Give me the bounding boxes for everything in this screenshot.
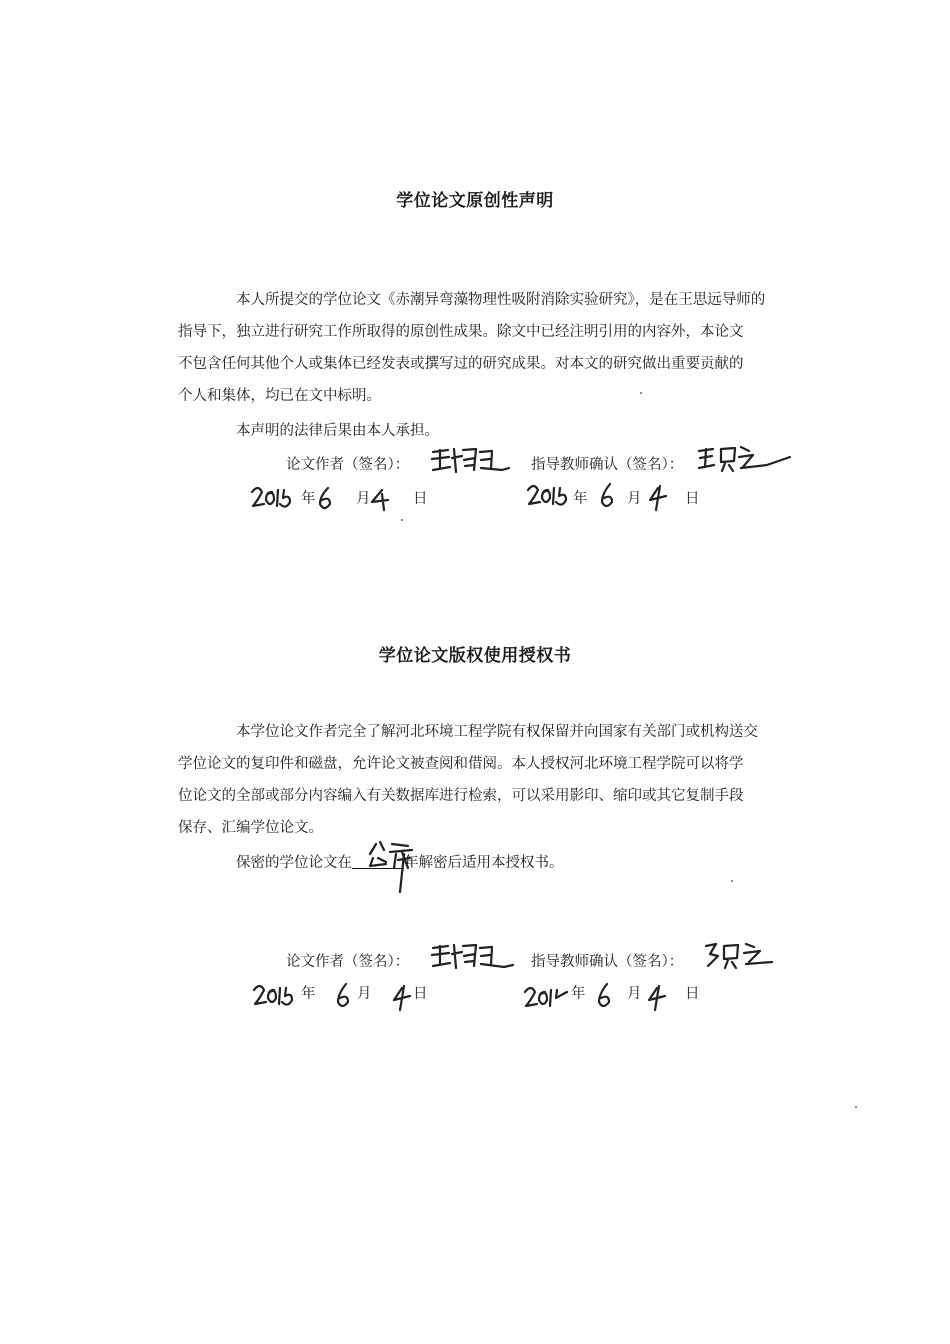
declaration-line-3: 不包含任何其他个人或集体已经发表或撰写过的研究成果。对本文的研究做出重要贡献的	[178, 356, 744, 372]
author-signature-2	[430, 940, 515, 972]
author-date-handwriting-1	[250, 480, 440, 514]
declaration-body	[178, 284, 827, 412]
author-year-label-2: 年	[301, 986, 316, 1002]
advisor-day-label-1: 日	[685, 491, 700, 507]
author-day-label-2: 日	[413, 986, 428, 1002]
author-year-label-1: 年	[301, 491, 316, 507]
advisor-day-label-2: 日	[685, 986, 700, 1002]
authorization-line-1: 本学位论文作者完全了解河北环境工程学院有权保留并向国家有关部门或机构送交	[236, 724, 758, 740]
secret-prefix: 保密的学位论文在	[236, 855, 352, 871]
declaration-line-4: 个人和集体，均已在文中标明。	[178, 388, 381, 404]
advisor-month-label-1: 月	[627, 491, 642, 507]
scan-speck	[401, 519, 403, 521]
secret-suffix: 年解密后适用本授权书。	[404, 855, 564, 871]
scan-speck	[731, 880, 733, 882]
declaration-line-2: 指导下，独立进行研究工作所取得的原创性成果。除文中已经注明引用的内容外，本论文	[178, 324, 744, 340]
declaration-line-1: 本人所提交的学位论文《赤潮异弯藻物理性吸附消除实验研究》，是在王思远导师的	[236, 292, 766, 308]
advisor-date-handwriting-1	[526, 478, 706, 512]
advisor-signature-label-2: 指导教师确认（签名）：	[531, 954, 684, 970]
advisor-month-label-2: 月	[627, 986, 642, 1002]
author-day-label-1: 日	[413, 491, 428, 507]
authorization-title: 学位论文版权使用授权书	[378, 646, 572, 666]
authorization-line-4: 保存、汇编学位论文。	[178, 820, 323, 836]
advisor-year-label-2: 年	[571, 986, 586, 1002]
advisor-date-handwriting-2	[523, 978, 703, 1012]
scan-speck	[855, 1106, 857, 1108]
author-signature-1	[430, 444, 510, 476]
authorization-line-3: 位论文的全部或部分内容编入有关数据库进行检索，可以采用影印、缩印或其它复制手段	[178, 788, 744, 804]
author-signature-label-2: 论文作者（签名）：	[286, 954, 410, 970]
secret-handwriting	[368, 838, 418, 894]
declaration-title: 学位论文原创性声明	[396, 191, 554, 211]
advisor-year-label-1: 年	[573, 491, 588, 507]
author-signature-label: 论文作者（签名）：	[286, 457, 410, 473]
advisor-signature-1	[697, 441, 792, 475]
author-month-label-1: 月	[356, 491, 371, 507]
authorization-body	[178, 716, 827, 844]
scan-speck	[640, 392, 642, 394]
advisor-signature-2	[702, 938, 774, 970]
legal-note: 本声明的法律后果由本人承担。	[236, 423, 439, 439]
author-month-label-2: 月	[357, 986, 372, 1002]
authorization-line-2: 学位论文的复印件和磁盘，允许论文被查阅和借阅。本人授权河北环境工程学院可以将学	[178, 756, 744, 772]
advisor-signature-label: 指导教师确认（签名）：	[531, 457, 684, 473]
